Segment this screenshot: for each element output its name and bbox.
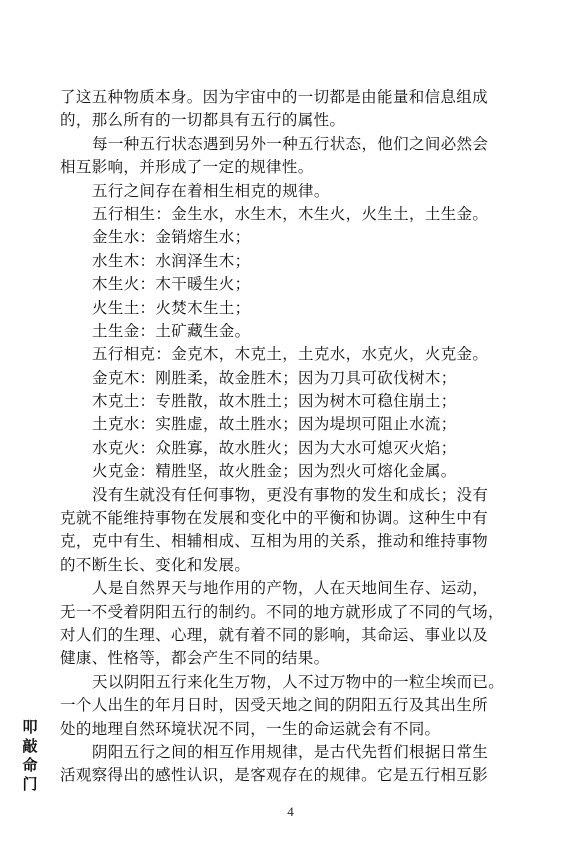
text-line: 五行之间存在着相生相克的规律。	[92, 181, 330, 200]
text-line: 每一种五行状态遇到另外一种五行状态，他们之间必然会	[92, 134, 489, 153]
text-line: 人是自然界天与地作用的产物，人在天地间生存、运动，	[92, 579, 489, 598]
text-line: 木克土：专胜散，故木胜土；因为树木可稳住崩土；	[92, 392, 457, 411]
text-line: 金克木：刚胜柔，故金胜木；因为刀具可砍伐树木；	[92, 368, 457, 387]
page-number: 4	[287, 804, 294, 819]
text-line: 克，克中有生、相辅相成、互相为用的关系，推动和维持事物	[60, 532, 488, 551]
side-watermark-char: 命	[22, 756, 38, 774]
text-line: 火生土：火焚木生土；	[92, 298, 251, 317]
side-watermark	[21, 718, 39, 794]
side-watermark-char: 敲	[22, 737, 38, 755]
text-line: 五行相克：金克木，木克土，土克水，水克火，火克金。	[92, 345, 489, 364]
text-line: 的，那么所有的一切都具有五行的属性。	[60, 111, 346, 130]
text-line: 健康、性格等，都会产生不同的结果。	[60, 649, 330, 668]
text-line: 土生金：土矿藏生金。	[92, 321, 251, 340]
text-line: 五行相生：金生水，水生木，木生火，火生土，土生金。	[92, 204, 489, 223]
text-line: 阴阳五行之间的相互作用规律，是古代先哲们根据日常生	[92, 742, 489, 761]
text-line: 处的地理自然环境状况不同，一生的命运就会有不同。	[60, 719, 441, 738]
text-line: 相互影响，并形成了一定的规律性。	[60, 158, 314, 177]
side-watermark-char: 叩	[22, 718, 38, 736]
text-line: 对人们的生理、心理，就有着不同的影响，其命运、事业以及	[60, 625, 488, 644]
text-line: 火克金：精胜坚，故火胜金；因为烈火可熔化金属。	[92, 462, 457, 481]
text-line: 水克火：众胜寡，故水胜火；因为大水可熄灭火焰；	[92, 438, 457, 457]
body-text	[60, 86, 508, 788]
text-line: 活观察得出的感性认识，是客观存在的规律。它是五行相互影	[60, 766, 488, 785]
text-line: 克就不能维持事物在发展和变化中的平衡和协调。这种生中有	[60, 509, 488, 528]
text-line: 木生火：木干暖生火；	[92, 275, 251, 294]
text-line: 一个人出生的年月日时，因受天地之间的阴阳五行及其出生所	[60, 696, 488, 715]
text-line: 土克水：实胜虚，故土胜水；因为堤坝可阻止水流；	[92, 415, 457, 434]
text-line: 了这五种物质本身。因为宇宙中的一切都是由能量和信息组成	[60, 88, 488, 106]
text-line: 天以阴阳五行来化生万物，人不过万物中的一粒尘埃而已。	[92, 672, 505, 691]
text-line: 无一不受着阴阳五行的制约。不同的地方就形成了不同的气场，	[60, 602, 504, 621]
text-line: 水生木：水润泽生木；	[92, 251, 251, 270]
side-watermark-char: 门	[22, 775, 38, 793]
text-line: 的不断生长、变化和发展。	[60, 555, 251, 574]
text-line: 没有生就没有任何事物，更没有事物的发生和成长；没有	[92, 485, 489, 504]
text-line: 金生水：金销熔生水；	[92, 228, 251, 247]
